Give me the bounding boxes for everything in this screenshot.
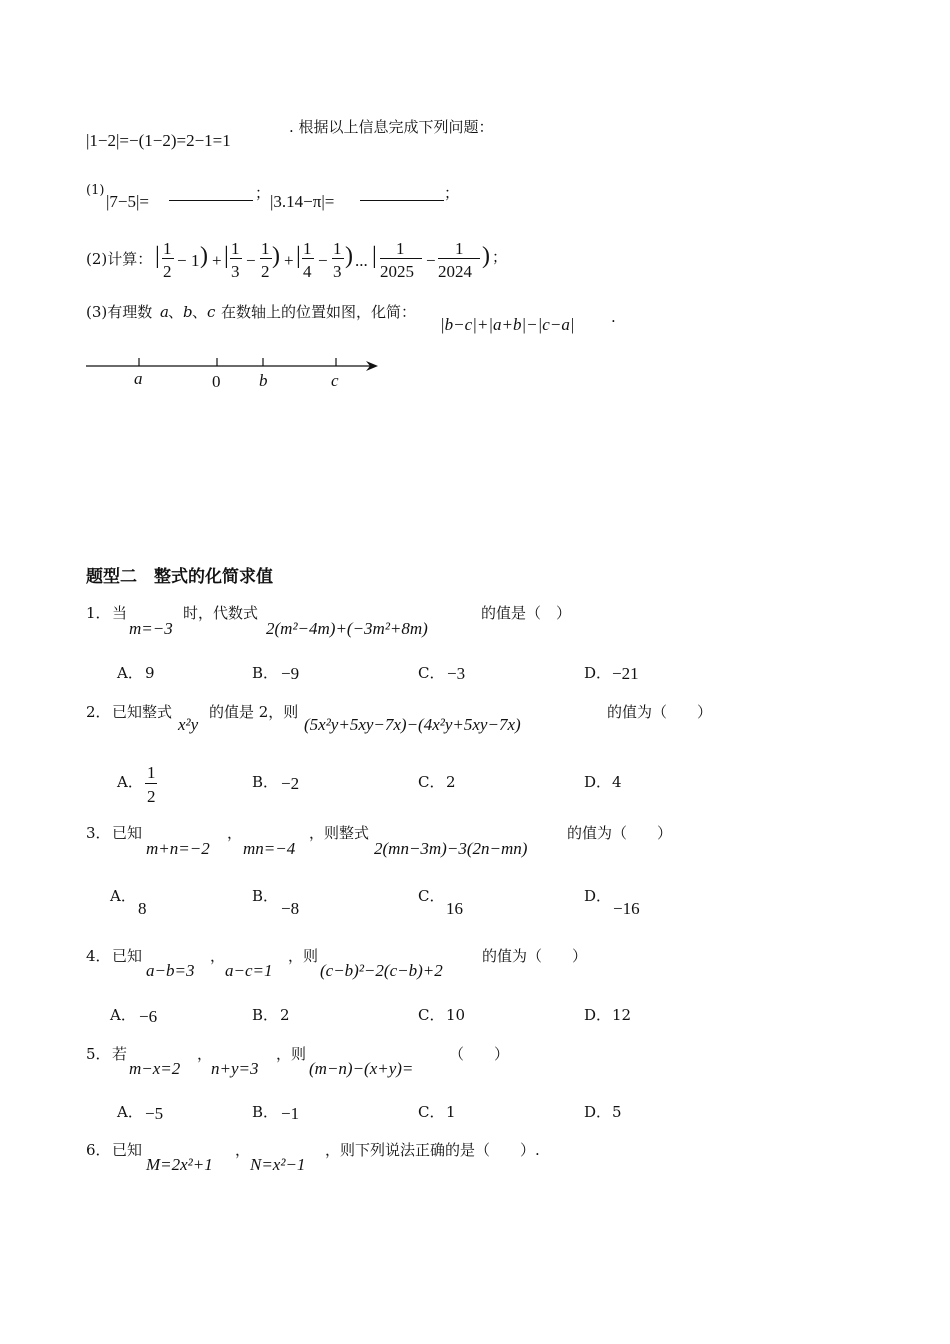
option-label: B． (252, 887, 279, 905)
option-fraction-den: 2 (147, 787, 156, 806)
fraction-bar (302, 258, 314, 259)
option-value: −8 (281, 899, 300, 918)
option-label: D． (584, 1006, 612, 1024)
option-value: −21 (612, 664, 639, 683)
option-label: B． (252, 773, 279, 791)
option-label: C． (418, 1006, 445, 1024)
option-label: C． (418, 887, 445, 905)
option-value: 2 (280, 1006, 290, 1024)
option-label: C． (418, 773, 445, 791)
option-label: C． (418, 1103, 445, 1121)
fraction-bar (260, 258, 272, 259)
option-value: 2 (446, 773, 456, 791)
option-label: D． (584, 887, 612, 905)
q2-num: 1 (163, 239, 172, 258)
option-label: D． (584, 773, 612, 791)
intro-text: . 根据以上信息完成下列问题： (289, 118, 494, 136)
option-label: A． (117, 773, 143, 791)
fraction-bar (162, 258, 174, 259)
option-label: B． (252, 664, 279, 682)
option-value: −1 (281, 1104, 300, 1123)
option-value: −9 (281, 664, 300, 683)
option-label: B． (252, 1103, 279, 1121)
q1-expression-b: |3.14−π|= (270, 192, 335, 211)
q2-den: 2 (163, 262, 172, 281)
q1-label: (1) (86, 183, 105, 198)
section-title: 题型二 整式的化简求值 (86, 567, 273, 587)
fraction-bar (145, 783, 157, 784)
q2-end: ； (492, 248, 508, 266)
option-label: D． (584, 1103, 612, 1121)
option-value: 1 (446, 1103, 456, 1121)
option-value: −6 (139, 1007, 158, 1026)
option-label: A． (110, 1006, 136, 1024)
option-label: A． (117, 1103, 143, 1121)
option-value: −2 (281, 774, 300, 793)
option-value: −5 (145, 1104, 164, 1123)
option-label: D． (584, 664, 612, 682)
option-label: C． (418, 664, 445, 682)
number-line-label-c: c (331, 371, 339, 390)
q1-expression-a: |7−5|= (106, 192, 149, 211)
option-value: 5 (612, 1103, 622, 1121)
option-value: 12 (612, 1006, 632, 1024)
q1-answer-blank-b (360, 200, 444, 201)
option-label: A． (110, 887, 136, 905)
q2-label: (2)计算： (86, 250, 153, 268)
q1-answer-blank-a (169, 200, 253, 201)
intro-expression: |1−2|=−(1−2)=2−1=1 (86, 131, 231, 150)
option-value: 8 (138, 899, 147, 918)
number-line-label-b: b (259, 371, 268, 390)
fraction-bar (438, 258, 480, 259)
fraction-bar (380, 258, 422, 259)
option-label: B． (252, 1006, 279, 1024)
number-line-label-0: 0 (212, 372, 221, 391)
q3-expression: |b−c|+|a+b|−|c−a| (440, 315, 575, 334)
option-value: 16 (446, 899, 463, 918)
number-line-label-a: a (134, 369, 143, 388)
option-value: 9 (145, 664, 155, 682)
number-line (80, 352, 390, 396)
fraction-bar (230, 258, 242, 259)
q1-separator: ； (255, 184, 271, 202)
fraction-bar (332, 258, 344, 259)
option-label: A． (117, 664, 143, 682)
option-fraction-num: 1 (147, 763, 156, 782)
option-value: −16 (613, 899, 640, 918)
option-value: 4 (612, 773, 622, 791)
option-value: 10 (446, 1006, 466, 1024)
option-value: −3 (447, 664, 466, 683)
q1-end: ； (444, 184, 460, 202)
